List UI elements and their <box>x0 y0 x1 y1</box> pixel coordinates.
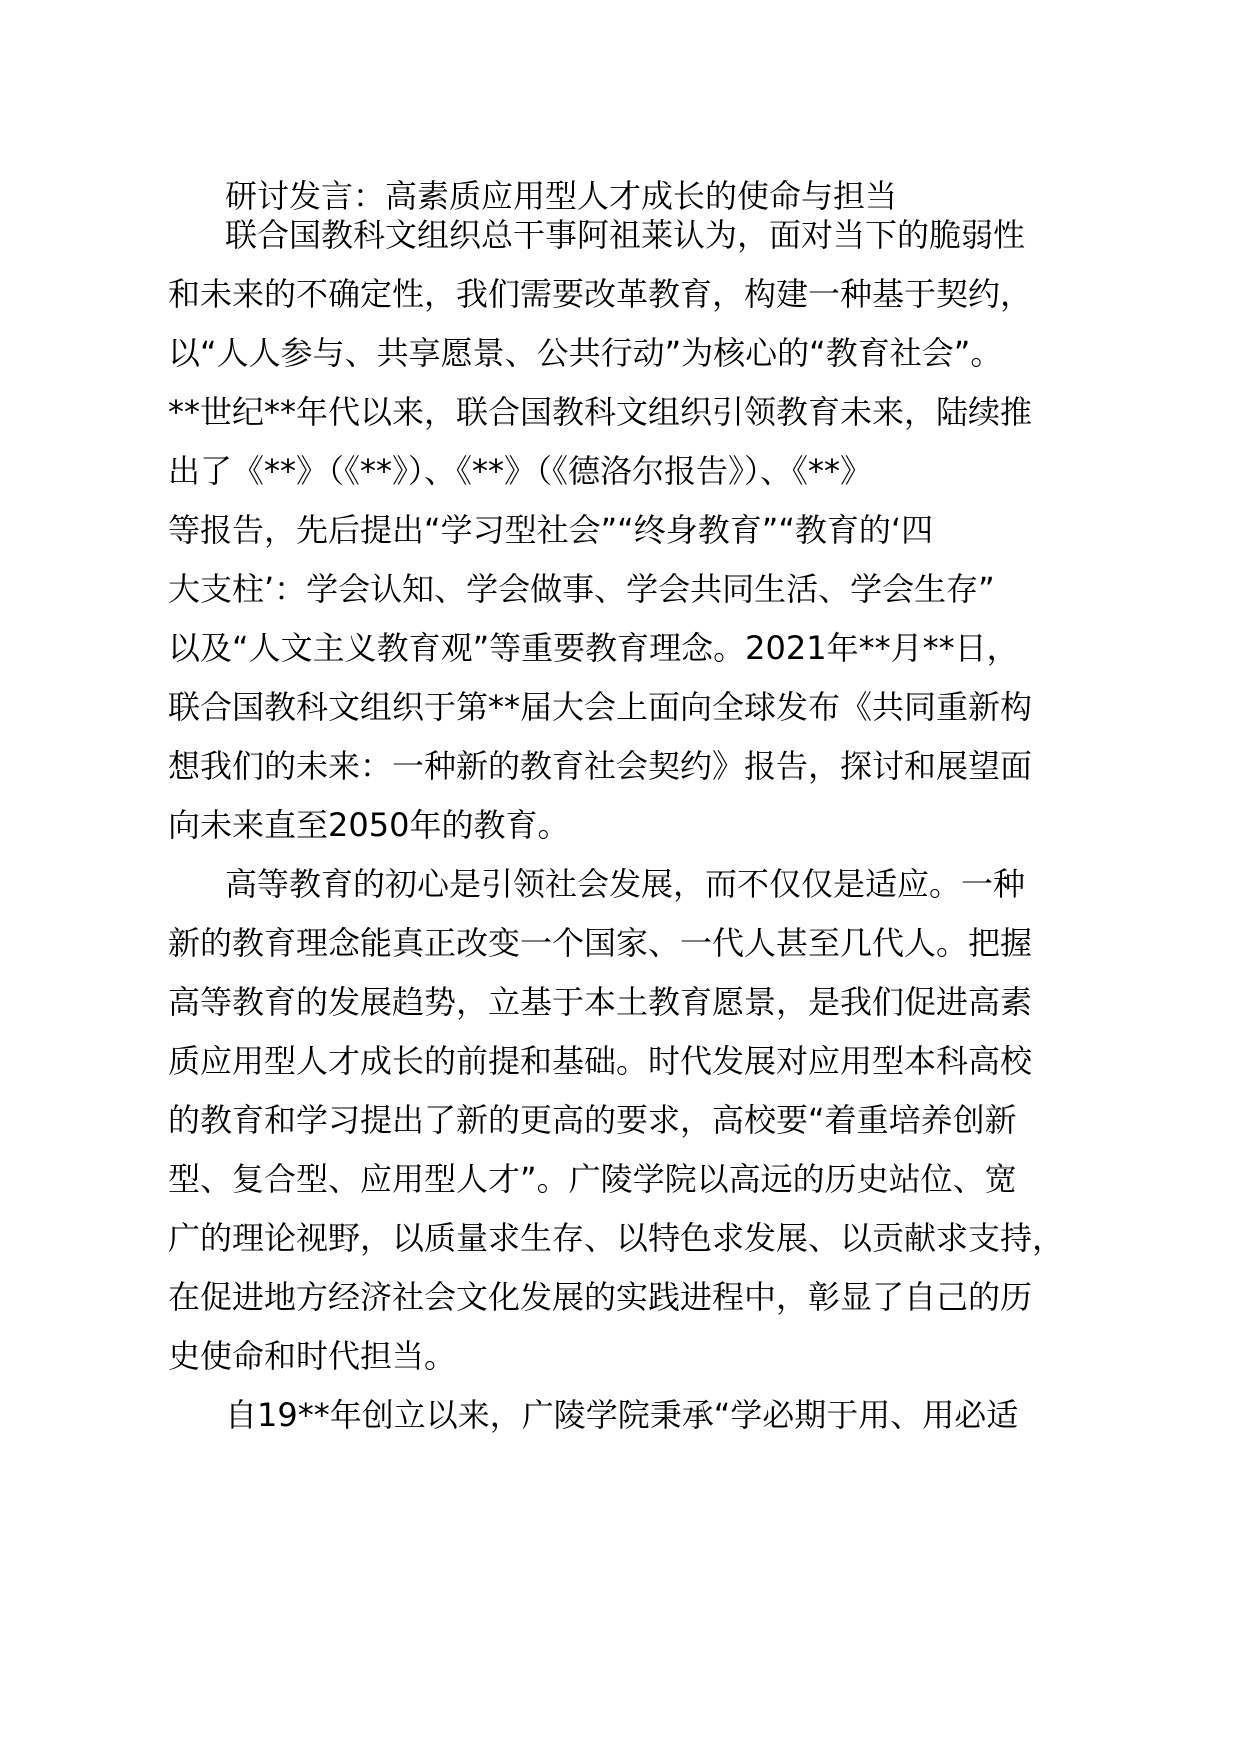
paragraph-line: 和未来的不确定性，我们需要改革教育，构建一种基于契约， <box>168 275 1033 313</box>
paragraph-line: 以及“人文主义教育观”等重要教育理念。2021年**月**日， <box>168 629 1019 667</box>
paragraph-line: 史使命和时代担当。 <box>168 1337 457 1375</box>
paragraph-line: 联合国教科文组织于第**届大会上面向全球发布《共同重新构 <box>168 688 1033 726</box>
paragraph-line: 等报告，先后提出“学习型社会”“终身教育”“教育的‘四 <box>168 511 934 549</box>
paragraph-line: 大支柱’：学会认知、学会做事、学会共同生活、学会生存” <box>168 570 995 608</box>
paragraph-line: 高等教育的初心是引领社会发展，而不仅仅是适应。一种 <box>225 865 1026 903</box>
paragraph-line: 联合国教科文组织总干事阿祖莱认为，面对当下的脆弱性 <box>225 216 1026 254</box>
paragraph-line: 想我们的未来：一种新的教育社会契约》报告，探讨和展望面 <box>168 747 1033 785</box>
paragraph-line: 高等教育的发展趋势，立基于本土教育愿景，是我们促进高素 <box>168 983 1033 1021</box>
paragraph-line: 出了《**》（《**》）、《**》（《德洛尔报告》）、《**》 <box>168 452 873 490</box>
paragraph-line: 质应用型人才成长的前提和基础。时代发展对应用型本科高校 <box>168 1042 1033 1080</box>
document-title: 研讨发言：高素质应用型人才成长的使命与担当 <box>225 177 898 215</box>
paragraph-line: 以“人人参与、共享愿景、公共行动”为核心的“教育社会”。 <box>168 334 1003 372</box>
paragraph-line: 自19**年创立以来，广陵学院秉承“学必期于用、用必适 <box>225 1396 1019 1434</box>
paragraph-line: 在促进地方经济社会文化发展的实践进程中，彰显了自己的历 <box>168 1278 1033 1316</box>
paragraph-line: 的教育和学习提出了新的更高的要求，高校要“着重培养创新 <box>168 1101 1017 1139</box>
paragraph-line: 新的教育理念能真正改变一个国家、一代人甚至几代人。把握 <box>168 924 1033 962</box>
paragraph-line: 型、复合型、应用型人才”。广陵学院以高远的历史站位、宽 <box>168 1160 1017 1198</box>
paragraph-line: 广的理论视野，以质量求生存、以特色求发展、以贡献求支持， <box>168 1219 1065 1257</box>
paragraph-line: **世纪**年代以来，联合国教科文组织引领教育未来，陆续推 <box>168 393 1033 431</box>
paragraph-line: 向未来直至2050年的教育。 <box>168 806 570 844</box>
